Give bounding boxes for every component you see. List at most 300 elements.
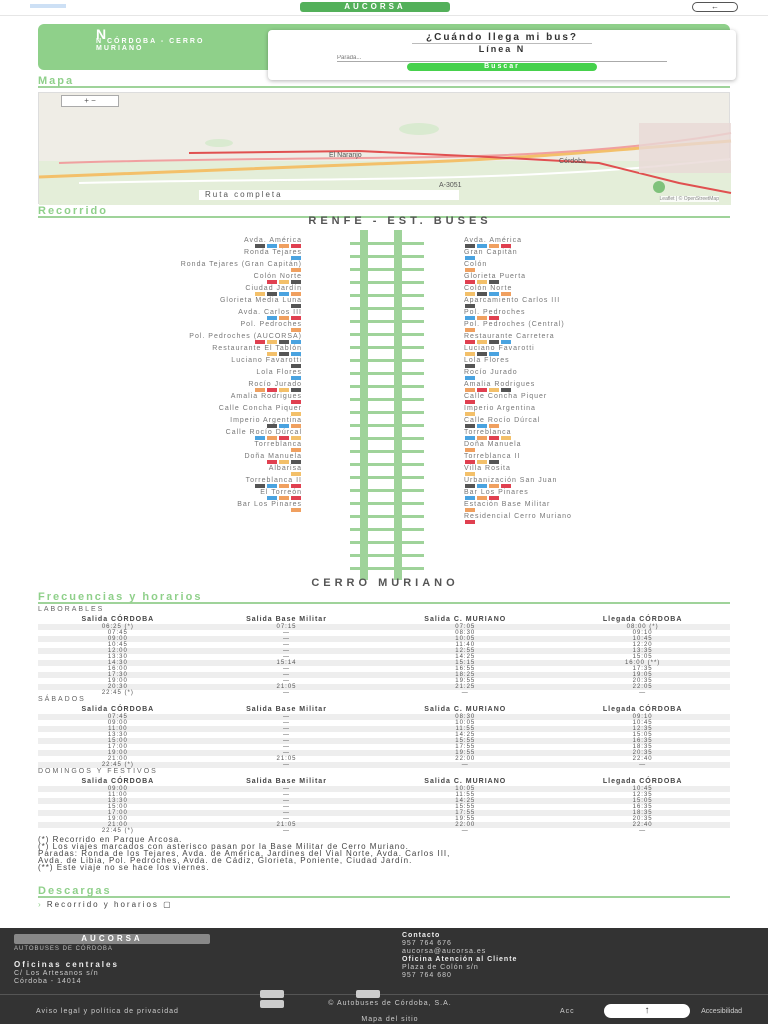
header-logo[interactable]: AUCORSA	[300, 2, 450, 12]
timetable-cell: 19:00	[107, 678, 128, 684]
timetable-header: Salida Base Militar	[246, 615, 327, 623]
map-zoom-control[interactable]: + −	[61, 95, 119, 107]
stop-name: Torreblanca	[464, 429, 512, 436]
line-label: Línea N	[412, 43, 592, 54]
timetable-cell: 20:35	[632, 678, 653, 684]
line-badge[interactable]	[279, 496, 289, 500]
timetable-header: Llegada CÓRDOBA	[602, 705, 683, 713]
line-name: N CÓRDOBA - CERRO MURIANO	[96, 38, 205, 52]
line-badge[interactable]	[477, 292, 487, 296]
footer-logo[interactable]: AUCORSA	[14, 934, 210, 944]
timetable-cell: 22:45 (*)	[38, 762, 198, 768]
line-badge[interactable]	[465, 424, 475, 428]
line-badge[interactable]	[267, 244, 277, 248]
timetable-header: Llegada CÓRDOBA	[602, 615, 683, 623]
stop-marker	[384, 424, 424, 427]
line-badge[interactable]	[279, 484, 289, 488]
timetable	[38, 704, 730, 768]
schedule-note: Paradas: Ronda de los Tejares, Avda. de América, Jardines del Vial Norte, Avda. Carlos III,	[38, 849, 451, 858]
line-badge[interactable]	[477, 316, 487, 320]
stop-name: Imperio Argentina	[230, 417, 302, 424]
timetable-cell: 07:45	[107, 630, 128, 636]
office-address	[14, 970, 99, 986]
route-map[interactable]	[38, 92, 730, 204]
search-button[interactable]: Buscar	[407, 63, 597, 71]
line-badge[interactable]	[489, 340, 499, 344]
route-origin: RENFE - EST. BUSES	[308, 215, 492, 227]
stop-marker	[384, 541, 424, 544]
timetable-cell: 16:00 (**)	[555, 660, 730, 666]
line-badge[interactable]	[279, 340, 289, 344]
stop-name: Amalia Rodrigues	[230, 393, 302, 400]
line-badge[interactable]	[501, 340, 511, 344]
line-badge[interactable]	[291, 292, 301, 296]
timetable-cell: 13:30	[38, 798, 198, 804]
stop-name: Ronda Tejares (Gran Capitán)	[180, 261, 302, 268]
twitter-icon[interactable]	[356, 990, 380, 998]
line-badge[interactable]	[291, 256, 301, 260]
timetable-cell: 07:15	[198, 624, 376, 630]
stop-name: Imperio Argentina	[464, 405, 536, 412]
route-destination: CERRO MURIANO	[311, 577, 459, 589]
line-badge[interactable]	[489, 280, 499, 284]
stop-marker	[384, 268, 424, 271]
stop-marker	[384, 294, 424, 297]
timetable-cell: 18:35	[555, 810, 730, 816]
line-badge[interactable]	[465, 316, 475, 320]
timetable-header: Salida C. MURIANO	[424, 777, 507, 785]
line-badge[interactable]	[489, 244, 499, 248]
stop-name: Colón Norte	[464, 285, 513, 292]
line-badge[interactable]	[465, 520, 475, 524]
line-badge[interactable]	[279, 436, 289, 440]
line-badge[interactable]	[291, 316, 301, 320]
line-badge[interactable]	[279, 244, 289, 248]
line-badge[interactable]	[255, 292, 265, 296]
menu-icon[interactable]	[30, 4, 66, 8]
arrival-question: ¿Cuándo llega mi bus?	[425, 32, 578, 43]
stop-marker	[384, 476, 424, 479]
timetable-cell: 11:55	[375, 726, 555, 732]
timetable-cell: 18:25	[375, 672, 555, 678]
line-badge[interactable]	[255, 484, 265, 488]
contact-title: Contacto	[402, 932, 441, 939]
timetable-cell: 09:00	[38, 636, 198, 642]
line-badge[interactable]	[291, 448, 301, 452]
stop-name: Residencial Cerro Muriano	[464, 513, 572, 520]
line-badge[interactable]	[279, 292, 289, 296]
timetable-header: Salida Base Militar	[246, 777, 327, 785]
stop-line-badges	[40, 460, 302, 465]
line-badge[interactable]	[477, 244, 487, 248]
line-badge[interactable]	[255, 436, 265, 440]
line-badge[interactable]	[291, 508, 301, 512]
timetable-cell: 16:35	[555, 738, 730, 744]
line-badge[interactable]	[477, 436, 487, 440]
schedule-note: (*) Los viajes marcados con asterisco pasan por la Base Militar de Cerro Muriano.	[38, 842, 409, 851]
line-badge[interactable]	[267, 352, 277, 356]
timetable-cell: —	[461, 828, 469, 834]
timetable-cell: 20:35	[632, 816, 653, 822]
line-badge[interactable]	[465, 400, 475, 404]
route-section-title: Recorrido	[38, 206, 730, 218]
timetable-cell: 15:05	[555, 798, 730, 804]
map-label-cordoba: Córdoba	[559, 158, 586, 165]
line-badge[interactable]	[501, 436, 511, 440]
line-badge[interactable]	[465, 268, 475, 272]
timetable-cell: 17:55	[375, 810, 555, 816]
timetable-cell: 17:55	[455, 744, 476, 750]
timetable-cell: 15:55	[455, 804, 476, 810]
line-badge[interactable]	[291, 460, 301, 464]
stop-name: Villa Rosita	[464, 465, 511, 472]
line-badge[interactable]	[465, 472, 475, 476]
timetable-cell: 13:30	[107, 654, 128, 660]
line-badge[interactable]	[477, 352, 487, 356]
timetable-cell: 10:45	[555, 786, 730, 792]
attention-title: Oficina Atención al Cliente	[402, 956, 518, 963]
timetable-cell: 17:00	[38, 810, 198, 816]
stop-search-input[interactable]	[337, 54, 667, 62]
map-canvas	[39, 93, 731, 205]
line-badge[interactable]	[489, 316, 499, 320]
stop-name: Calle Rocío Dúrcal	[464, 417, 541, 424]
timetable-cell: 20:30	[38, 684, 198, 690]
stop-marker	[384, 281, 424, 284]
timetable-header: Salida C. MURIANO	[424, 705, 507, 713]
stop-marker	[384, 320, 424, 323]
line-badge[interactable]	[477, 340, 487, 344]
stop-marker	[384, 242, 424, 245]
line-badge[interactable]	[291, 400, 301, 404]
stop-name: Aparcamiento Carlos III	[464, 297, 561, 304]
stop-marker	[384, 372, 424, 375]
line-badge[interactable]	[291, 436, 301, 440]
timetable-cell: —	[283, 792, 290, 798]
timetable-cell: —	[283, 678, 290, 684]
stop-name: Restaurante El Tablón	[212, 345, 302, 352]
line-badge[interactable]	[291, 388, 301, 392]
sitemap-link[interactable]: Mapa del sitio	[361, 1016, 419, 1023]
download-link[interactable]	[38, 900, 730, 909]
line-badge[interactable]	[291, 304, 301, 308]
line-badge[interactable]	[279, 460, 289, 464]
timetable-cell: —	[283, 720, 290, 726]
timetable-cell: 11:40	[455, 642, 476, 648]
line-badge[interactable]	[255, 244, 265, 248]
line-badge[interactable]	[291, 328, 301, 332]
timetable-cell: 09:10	[555, 714, 730, 720]
attention-address: Plaza de Colón s/n	[402, 964, 479, 971]
timetable-cell: —	[555, 762, 730, 768]
line-badge[interactable]	[465, 376, 475, 380]
line-badge[interactable]	[477, 496, 487, 500]
contact-email[interactable]: aucorsa@aucorsa.es	[402, 948, 487, 955]
line-badge[interactable]	[477, 460, 487, 464]
stop-marker	[384, 359, 424, 362]
file-icon: ▢	[163, 900, 173, 909]
timetable-cell: 16:55	[455, 666, 476, 672]
attention-phone[interactable]: 957 764 680	[402, 972, 452, 979]
map-label-road: A-3051	[439, 182, 462, 189]
line-badge[interactable]	[465, 340, 475, 344]
line-badge[interactable]	[489, 460, 499, 464]
map-section-title: Mapa	[38, 76, 730, 88]
timetable-cell: —	[198, 714, 376, 720]
line-badge[interactable]	[267, 388, 277, 392]
line-badge[interactable]	[291, 472, 301, 476]
timetable-cell: 08:30	[375, 714, 555, 720]
chevron-right-icon: ›	[38, 900, 43, 909]
outbound-stops	[40, 238, 302, 514]
accessibility-link[interactable]: Accesibilidad	[701, 1008, 742, 1015]
line-badge[interactable]	[489, 484, 499, 488]
line-badge[interactable]	[465, 304, 475, 308]
line-badge[interactable]	[267, 460, 277, 464]
schedule-day-label: DOMINGOS Y FESTIVOS	[38, 768, 158, 775]
timetable-cell: 13:30	[107, 732, 128, 738]
downloads-section-title: Descargas	[38, 886, 730, 898]
line-badge[interactable]	[465, 364, 475, 368]
office-title: Oficinas centrales	[14, 960, 119, 969]
timetable-cell: 21:25	[375, 684, 555, 690]
timetable-cell: 14:30	[38, 660, 198, 666]
stop-name: Avda. Carlos III	[238, 309, 302, 316]
line-badge[interactable]	[291, 280, 301, 284]
timetable-cell: 22:00	[375, 822, 555, 828]
stop-marker	[384, 385, 424, 388]
schedule-day-label: LABORABLES	[38, 606, 105, 613]
line-badge[interactable]	[465, 292, 475, 296]
line-badge[interactable]	[489, 388, 499, 392]
timetable-cell: 19:00	[38, 750, 198, 756]
stop-name: Luciano Favarotti	[231, 357, 302, 364]
timetable-cell: 22:05	[555, 684, 730, 690]
line-badge[interactable]	[489, 436, 499, 440]
back-button[interactable]: ←	[692, 2, 738, 12]
line-badge[interactable]	[291, 352, 301, 356]
timetable-cell: 19:05	[555, 672, 730, 678]
timetable-cell: 22:00	[455, 756, 476, 762]
accessibility-link-prefix[interactable]: Acc	[560, 1008, 575, 1015]
line-badge[interactable]	[465, 460, 475, 464]
stop-marker	[384, 346, 424, 349]
stop-name: Ronda Tejares	[243, 249, 302, 256]
timetable-cell: —	[375, 762, 555, 768]
contact-block	[402, 932, 722, 980]
schedule-note: (**) Este viaje no se hace los viernes.	[38, 863, 210, 872]
line-badge[interactable]	[465, 256, 475, 260]
download-link-label[interactable]: Recorrido y horarios	[46, 900, 159, 909]
timetable-cell: 10:45	[632, 720, 653, 726]
stop-item[interactable]	[464, 250, 734, 262]
timetable-cell: 15:14	[198, 660, 376, 666]
stop-name: Doña Manuela	[244, 453, 302, 460]
stop-marker	[384, 463, 424, 466]
line-badge[interactable]	[465, 388, 475, 392]
line-badge[interactable]	[477, 424, 487, 428]
line-badge[interactable]	[291, 484, 301, 488]
line-badge[interactable]	[465, 280, 475, 284]
line-badge[interactable]	[255, 340, 265, 344]
line-badge[interactable]	[255, 388, 265, 392]
timetable-cell: 22:40	[555, 822, 730, 828]
timetable-header: Salida CÓRDOBA	[81, 615, 155, 623]
stop-name: Torreblanca	[254, 441, 302, 448]
timetable-cell: 17:30	[38, 672, 198, 678]
line-badge[interactable]	[291, 424, 301, 428]
timetable-cell: —	[198, 648, 376, 654]
timetable-cell: 07:45	[38, 714, 198, 720]
copyright-text: © Autobuses de Córdoba, S.A.	[328, 1000, 452, 1007]
line-badge[interactable]	[279, 424, 289, 428]
line-badge[interactable]	[477, 388, 487, 392]
schedule-note: (*) Recorrido en Parque Arcosa.	[38, 835, 183, 844]
scroll-top-button[interactable]: ↑	[604, 1004, 690, 1018]
line-badge[interactable]	[501, 292, 511, 296]
timetable-cell: 19:55	[375, 750, 555, 756]
timetable-cell: —	[198, 726, 376, 732]
timetable-cell: 07:05	[375, 624, 555, 630]
top-bar	[0, 0, 768, 16]
line-badge[interactable]	[279, 316, 289, 320]
timetable-cell: 17:35	[632, 666, 653, 672]
line-badge[interactable]	[465, 328, 475, 332]
stop-marker	[384, 450, 424, 453]
timetable-cell: —	[198, 786, 376, 792]
line-badge[interactable]	[267, 424, 277, 428]
timetable-cell: —	[283, 732, 290, 738]
line-badge[interactable]	[267, 292, 277, 296]
line-badge[interactable]	[477, 280, 487, 284]
line-badge[interactable]	[501, 484, 511, 488]
timetable-cell: 13:35	[555, 648, 730, 654]
line-badge[interactable]	[291, 244, 301, 248]
timetable-cell: 19:55	[455, 816, 476, 822]
timetable	[38, 614, 730, 696]
line-badge[interactable]	[267, 436, 277, 440]
timetable-cell: 20:35	[555, 750, 730, 756]
stop-line-badges	[464, 256, 734, 261]
timetable-cell: 10:05	[375, 636, 555, 642]
line-badge[interactable]	[501, 388, 511, 392]
line-badge[interactable]	[465, 448, 475, 452]
timetable-cell: —	[198, 672, 376, 678]
timetable-header: Llegada CÓRDOBA	[602, 777, 683, 785]
timetable-cell: 17:00	[107, 744, 128, 750]
timetable-cell: —	[283, 630, 290, 636]
line-badge[interactable]	[465, 508, 475, 512]
timetable-cell: 15:00	[38, 738, 198, 744]
line-badge[interactable]	[489, 496, 499, 500]
timetable	[38, 776, 730, 834]
line-badge[interactable]	[465, 484, 475, 488]
timetable-cell: 22:45 (*)	[101, 828, 134, 834]
line-badge[interactable]	[291, 496, 301, 500]
stop-name: Pol. Pedroches (Central)	[464, 321, 565, 328]
timetable-cell: —	[198, 738, 376, 744]
stop-marker	[384, 437, 424, 440]
timetable-cell: —	[639, 690, 647, 696]
stop-line-badges	[40, 508, 302, 513]
line-badge[interactable]	[291, 376, 301, 380]
stop-name: Rocío Jurado	[248, 381, 302, 388]
contact-phone[interactable]: 957 764 676	[402, 940, 452, 947]
timetable-row	[38, 828, 730, 834]
timetable-cell: 19:00	[107, 816, 128, 822]
stop-item[interactable]	[40, 502, 302, 514]
line-badge[interactable]	[279, 352, 289, 356]
line-badge[interactable]	[291, 412, 301, 416]
timetable-cell: 10:05	[375, 786, 555, 792]
timetable-cell: 16:35	[632, 804, 653, 810]
stop-marker	[384, 502, 424, 505]
line-badge[interactable]	[489, 424, 499, 428]
line-badge[interactable]	[477, 484, 487, 488]
timetable-cell: 15:05	[632, 732, 653, 738]
line-badge[interactable]	[267, 484, 277, 488]
timetable-header: Salida C. MURIANO	[424, 615, 507, 623]
line-badge[interactable]	[267, 496, 277, 500]
timetable-cell: 09:10	[632, 630, 653, 636]
footer	[0, 928, 768, 1024]
line-badge[interactable]	[279, 280, 289, 284]
line-badge[interactable]	[267, 280, 277, 284]
stop-marker	[384, 333, 424, 336]
line-badge[interactable]	[465, 412, 475, 416]
timetable-cell: 15:55	[375, 738, 555, 744]
line-badge[interactable]	[267, 316, 277, 320]
stop-name: Amalia Rodrigues	[464, 381, 536, 388]
stop-name: Lola Flores	[256, 369, 302, 376]
timetable-cell: 10:45	[107, 642, 128, 648]
schedule-section-title: Frecuencias y horarios	[38, 592, 730, 604]
line-badge[interactable]	[291, 364, 301, 368]
map-attribution[interactable]: Leaflet | © OpenStreetMap	[659, 196, 719, 202]
line-badge[interactable]	[291, 268, 301, 272]
stop-item[interactable]	[40, 454, 302, 466]
line-badge[interactable]	[489, 352, 499, 356]
stop-item[interactable]	[464, 514, 734, 526]
line-badge[interactable]	[291, 340, 301, 344]
line-badge[interactable]	[279, 388, 289, 392]
line-badge[interactable]	[465, 496, 475, 500]
line-badge[interactable]	[465, 436, 475, 440]
line-badge[interactable]	[267, 340, 277, 344]
office-line: Córdoba - 14014	[14, 978, 82, 985]
line-badge[interactable]	[465, 352, 475, 356]
stop-name: Calle Concha Piquer	[218, 405, 302, 412]
timetable-cell: 15:00	[107, 804, 128, 810]
stop-marker	[384, 411, 424, 414]
facebook-icon[interactable]	[260, 990, 284, 998]
legal-link[interactable]: Aviso legal y política de privacidad	[36, 1008, 179, 1015]
line-badge[interactable]	[465, 244, 475, 248]
stop-name: Gran Capitán	[464, 249, 518, 256]
schedule-tables	[38, 606, 730, 834]
stop-name: Albarisa	[268, 465, 302, 472]
schedule-notes	[38, 836, 730, 871]
timetable-cell: 19:55	[455, 678, 476, 684]
line-badge[interactable]	[501, 244, 511, 248]
timetable-header: Salida Base Militar	[246, 705, 327, 713]
timetable-cell: —	[283, 690, 290, 696]
stop-name: Calle Rocío Dúrcal	[225, 429, 302, 436]
stop-line-badges	[464, 520, 734, 525]
stop-name: Calle Concha Piquer	[464, 393, 548, 400]
line-badge[interactable]	[489, 292, 499, 296]
timetable-cell: 16:00	[107, 666, 128, 672]
